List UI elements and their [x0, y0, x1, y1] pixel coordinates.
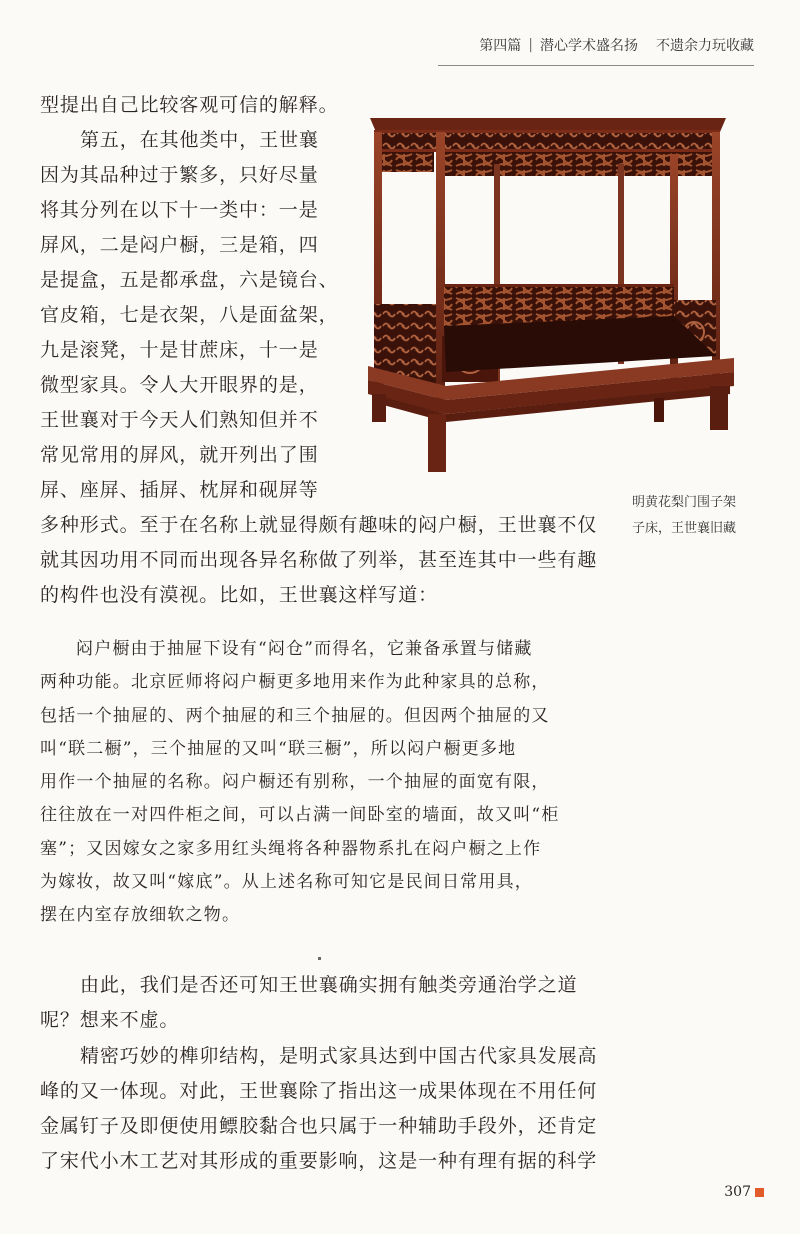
- print-speck: [318, 957, 321, 960]
- header-rule: [438, 65, 754, 66]
- text-line: 九是滚凳，十是甘蔗床，十一是: [40, 339, 319, 361]
- figure-caption: [632, 490, 736, 542]
- text-line: 峰的又一体现。对此，王世襄除了指出这一成果体现在不用任何: [40, 1080, 598, 1102]
- quote-line: 包括一个抽屉的、两个抽屉的和三个抽屉的。但因两个抽屉的又: [40, 705, 550, 726]
- text-line: 的构件也没有漠视。比如，王世襄这样写道：: [40, 584, 439, 606]
- text-line: 就其因功用不同而出现各异名称做了列举，甚至连其中一些有趣: [40, 549, 598, 571]
- canopy-bed-photo: [354, 104, 764, 476]
- header-separator: |: [528, 37, 533, 53]
- caption-line: 明黄花梨门围子架: [632, 495, 737, 510]
- text-line: 王世襄对于今天人们熟知但并不: [40, 409, 319, 431]
- text-line: 第五，在其他类中，王世襄: [80, 129, 319, 151]
- caption-line: 子床，王世襄旧藏: [632, 521, 737, 536]
- text-line: 是提盒，五是都承盘，六是镜台、: [40, 269, 339, 291]
- text-line: 了宋代小木工艺对其形成的重要影响，这是一种有理有据的科学: [40, 1150, 598, 1172]
- quote-line: 叫“联二橱”，三个抽屉的又叫“联三橱”，所以闷户橱更多地: [40, 738, 517, 759]
- text-line: 因为其品种过于繁多，只好尽量: [40, 164, 319, 186]
- text-line: 屏风，二是闷户橱，三是箱，四: [40, 234, 319, 256]
- page-number: [724, 1184, 764, 1200]
- text-line: 常见常用的屏风，就开列出了围: [40, 444, 319, 466]
- header-part: 第四篇: [479, 38, 522, 54]
- page-number-text: 307: [724, 1184, 751, 1200]
- block-quote: [40, 633, 560, 933]
- quote-line: 闷户橱由于抽屉下设有“闷仓”而得名，它兼备承置与储藏: [76, 639, 533, 659]
- quote-line: 为嫁妆，故又叫“嫁底”。从上述名称可知它是民间日常用具，: [40, 872, 533, 893]
- text-line: 呢？想来不虚。: [40, 1009, 180, 1031]
- page-marker-square: [755, 1188, 764, 1197]
- text-line: 屏、座屏、插屏、枕屏和砚屏等: [40, 479, 319, 501]
- paragraph-3: [40, 1039, 597, 1179]
- text-line: 多种形式。至于在名称上就显得颇有趣味的闷户橱，王世襄不仅: [40, 514, 598, 536]
- quote-line: 往往放在一对四件柜之间，可以占满一间卧室的墙面，故又叫“柜: [40, 805, 560, 826]
- header-title: 不遗余力玩收藏: [656, 38, 754, 54]
- quote-line: 塞”；又因嫁女之家多用红头绳将各种器物系扎在闷户橱之上作: [40, 838, 542, 859]
- header-section: 潜心学术盛名扬: [540, 38, 638, 54]
- quote-line: 用作一个抽屉的名称。闷户橱还有别称，一个抽屉的面宽有限，: [40, 772, 550, 793]
- quote-line: 两种功能。北京匠师将闷户橱更多地用来作为此种家具的总称，: [40, 672, 550, 693]
- running-header: [479, 30, 754, 60]
- text-line: 官皮箱，七是衣架，八是面盆架，: [40, 304, 339, 326]
- text-line: 微型家具。令人大开眼界的是，: [40, 374, 319, 396]
- text-line: 型提出自己比较客观可信的解释。: [40, 94, 339, 116]
- text-line: 精密巧妙的榫卯结构，是明式家具达到中国古代家具发展高: [80, 1045, 598, 1067]
- text-line: 金属钉子及即便使用鳔胶黏合也只属于一种辅助手段外，还肯定: [40, 1115, 598, 1137]
- text-line: 将其分列在以下十一类中：一是: [40, 199, 319, 221]
- quote-line: 摆在内室存放细软之物。: [40, 905, 241, 926]
- paragraph-2: [40, 968, 578, 1038]
- text-line: 由此，我们是否还可知王世襄确实拥有触类旁通治学之道: [80, 974, 578, 996]
